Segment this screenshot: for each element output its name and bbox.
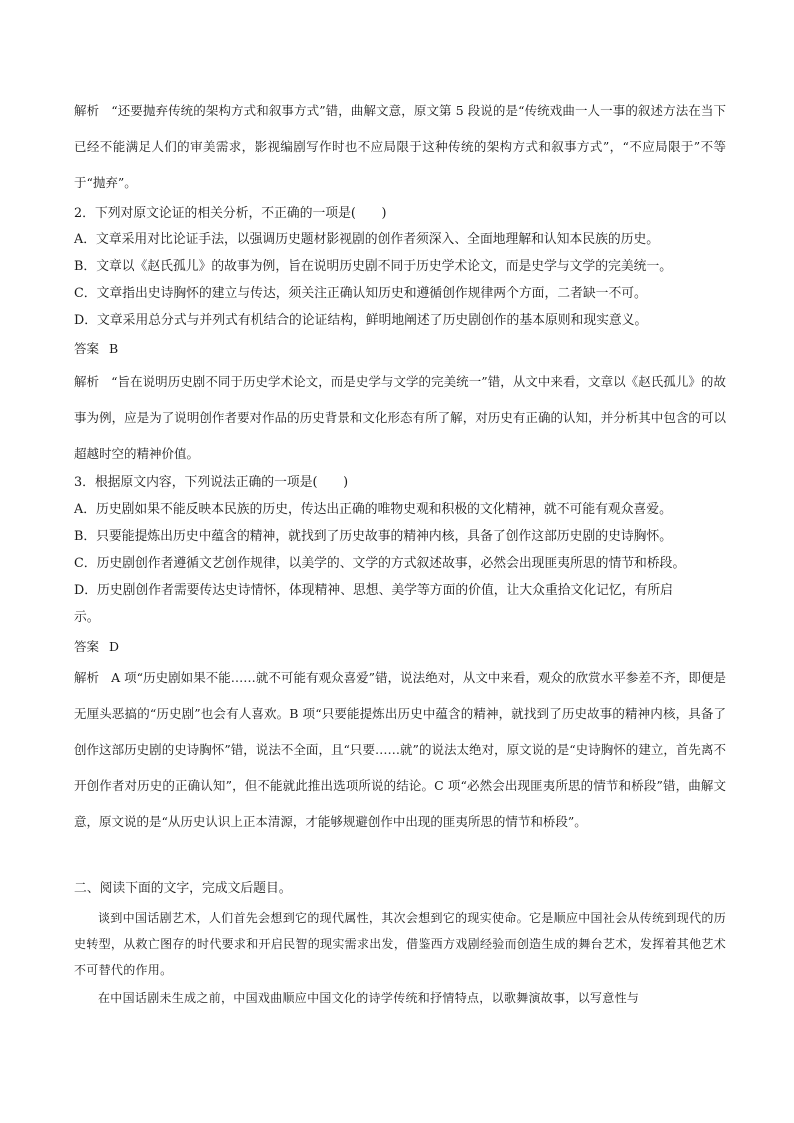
- reading-paragraph-1: 谈到中国话剧艺术，人们首先会想到它的现代属性，其次会想到它的现实使命。它是顺应中国社会从传统到现代的历史转型，从救亡图存的时代要求和开启民智的现实需求出发，借鉴西方戏剧经验而创造生成的舞台艺术，发挥着其他艺术不可替代的作用。: [74, 911, 726, 977]
- q3-option-b: B．只要能提炼出历史中蕴含的精神，就找到了历史故事的精神内核，具备了创作这部历史剧的史诗胸怀。: [74, 529, 673, 544]
- q2-option-d: D．文章采用总分式与并列式有机结合的论证结构，鲜明地阐述了历史剧创作的基本原则和现实意义。: [74, 313, 648, 328]
- analysis-text: “旨在说明历史剧不同于历史学术论文，而是史学与文学的完美统一”错，从文中来看，文章以《赵氏孤儿》的故事为例，应是为了说明创作者要对作品的历史背景和文化形态有所了解，对历史有正确的认知，并分析其中包含的可以超越时空的精神价值。: [74, 374, 726, 461]
- answer-label: 答案: [74, 341, 100, 356]
- q1-analysis: [74, 93, 726, 201]
- answer-value: B: [109, 341, 119, 356]
- analysis-label: 解析: [74, 103, 100, 118]
- section-2-heading: 二、阅读下面的文字，完成文后题目。: [74, 881, 292, 896]
- answer-label: 答案: [74, 639, 100, 654]
- q3-stem: 3．根据原文内容，下列说法正确的一项是( ): [74, 475, 349, 490]
- reading-paragraph-2: 在中国话剧未生成之前，中国戏曲顺应中国文化的诗学传统和抒情特点，以歌舞演故事，以写意性与: [98, 991, 640, 1005]
- analysis-text: “还要抛弃传统的架构方式和叙事方式”错，曲解文意，原文第 5 段说的是“传统戏曲一人一事的叙述方法在当下已经不能满足人们的审美需求，影视编剧写作时也不应局限于这种传统的架构方式和叙事方式”，“不应局限于”不等于“抛弃”。: [74, 103, 726, 190]
- q2-stem: 2．下列对原文论证的相关分析，不正确的一项是( ): [74, 206, 387, 221]
- analysis-label: 解析: [74, 670, 100, 685]
- answer-value: D: [109, 639, 120, 654]
- q2-option-c: C．文章指出史诗胸怀的建立与传达，须关注正确认知历史和遵循创作规律两个方面，二者缺一不可。: [74, 286, 647, 301]
- q3-option-d-line1: D．历史剧创作者需要传达史诗情怀，体现精神、思想、美学等方面的价值，让大众重拾文化记忆，有所启: [74, 583, 673, 598]
- q3-answer: [74, 637, 119, 657]
- q2-option-a: A．文章采用对比论证手法，以强调历史题材影视剧的创作者须深入、全面地理解和认知本民族的历史。: [74, 232, 660, 247]
- q3-option-c: C．历史剧创作者遵循文艺创作规律，以美学的、文学的方式叙述故事，必然会出现匪夷所思的情节和桥段。: [74, 556, 686, 571]
- analysis-text: A 项“历史剧如果不能……就不可能有观众喜爱”错，说法绝对，从文中来看，观众的欣赏水平参差不齐，即便是无厘头恶搞的“历史剧”也会有人喜欢。B 项“只要能提炼出历史中蕴含的精神，就找到了历史故事的精神内核，具备了创作这部历史剧的史诗胸怀”错，说法不全面，且“只要……就”的说法太绝对，原文说的是“史诗胸怀的建立，首先离不开创作者对历史的正确认知”，但不能就此推出选项所说的结论。C 项“必然会出现匪夷所思的情节和桥段”错，曲解文意，原文说的是“从历史认识上正本清源，才能够规避创作中出现的匪夷所思的情节和桥段”。: [74, 670, 726, 829]
- q2-option-b: B．文章以《赵氏孤儿》的故事为例，旨在说明历史剧不同于历史学术论文，而是史学与文学的完美统一。: [74, 259, 673, 274]
- q3-option-d-line2: 示。: [74, 610, 100, 625]
- q2-answer: [74, 339, 118, 359]
- q2-analysis: [74, 364, 726, 472]
- q3-analysis: [74, 660, 726, 840]
- analysis-label: 解析: [74, 374, 100, 389]
- q3-option-a: A．历史剧如果不能反映本民族的历史，传达出正确的唯物史观和积极的文化精神，就不可能有观众喜爱。: [74, 502, 672, 517]
